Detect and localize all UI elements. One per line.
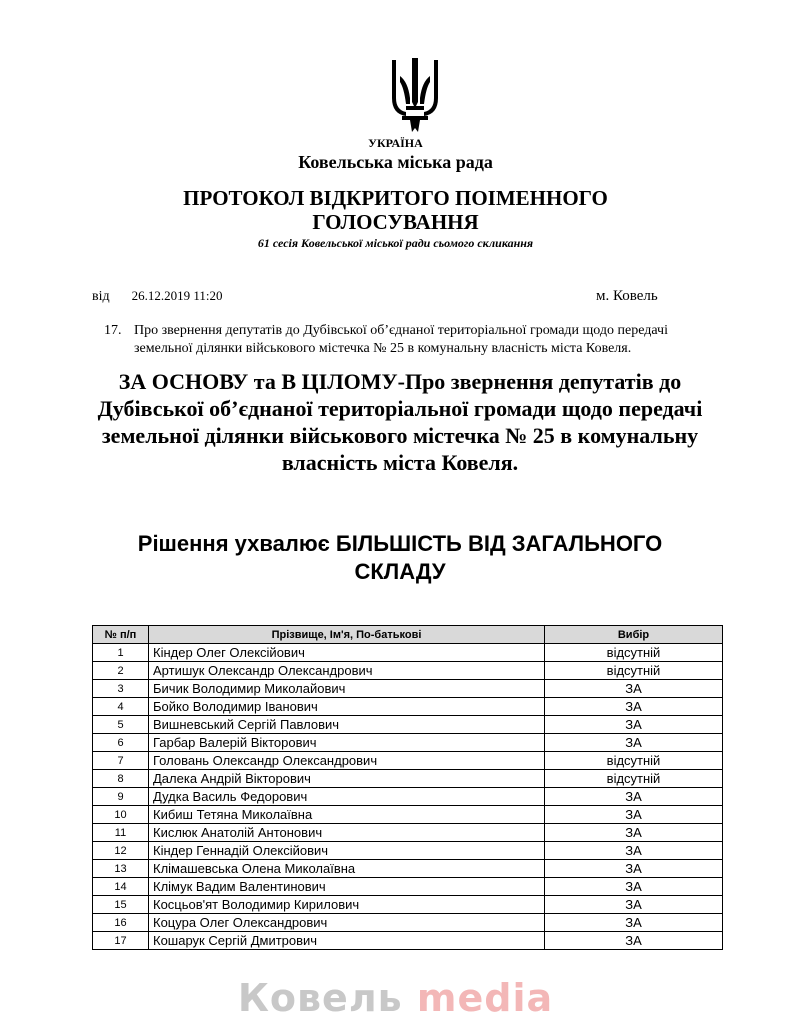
row-name: Клімашевська Олена Миколаївна bbox=[149, 860, 545, 878]
row-vote: ЗА bbox=[545, 932, 723, 950]
row-name: Косцьов'ят Володимир Кирилович bbox=[149, 896, 545, 914]
row-number: 3 bbox=[93, 680, 149, 698]
row-number: 10 bbox=[93, 806, 149, 824]
row-vote: відсутній bbox=[545, 752, 723, 770]
table-row bbox=[93, 878, 723, 896]
table-row bbox=[93, 680, 723, 698]
row-vote: ЗА bbox=[545, 824, 723, 842]
session-info: 61 сесія Ковельської міської ради сьомого скликання bbox=[257, 236, 534, 250]
row-name: Вишневський Сергій Павлович bbox=[149, 716, 545, 734]
row-number: 14 bbox=[93, 878, 149, 896]
date-label: від bbox=[92, 289, 110, 304]
row-vote: ЗА bbox=[545, 914, 723, 932]
row-vote: ЗА bbox=[545, 878, 723, 896]
trident-emblem-icon bbox=[388, 58, 442, 132]
table-row bbox=[93, 914, 723, 932]
row-number: 17 bbox=[93, 932, 149, 950]
agenda-item-number: 17. bbox=[104, 323, 122, 338]
protocol-title bbox=[120, 186, 671, 234]
row-vote: відсутній bbox=[545, 662, 723, 680]
watermark-part1: Ковель bbox=[237, 976, 417, 1020]
row-vote: ЗА bbox=[545, 896, 723, 914]
table-row bbox=[93, 662, 723, 680]
city-name: м. Ковель bbox=[596, 288, 658, 304]
agenda-item bbox=[104, 322, 704, 358]
date-value: 26.12.2019 11:20 bbox=[131, 288, 223, 303]
row-number: 15 bbox=[93, 896, 149, 914]
result-line1: Рішення ухвалює БІЛЬШІСТЬ ВІД ЗАГАЛЬНОГО bbox=[137, 531, 663, 556]
table-row bbox=[93, 932, 723, 950]
row-name: Кибиш Тетяна Миколаївна bbox=[149, 806, 545, 824]
table-row bbox=[93, 644, 723, 662]
table-row bbox=[93, 752, 723, 770]
row-vote: ЗА bbox=[545, 716, 723, 734]
decision-title: ЗА ОСНОВУ та В ЦІЛОМУ-Про звернення депутатів до Дубівської об’єднаної територіальної громади щодо передачі земельної ділянки військового містечка № 25 в комунальну власність міста Ковеля. bbox=[97, 369, 703, 475]
header-number: № п/п bbox=[93, 626, 149, 644]
council-name: Ковельська міська рада bbox=[298, 152, 493, 172]
row-vote: відсутній bbox=[545, 770, 723, 788]
row-number: 1 bbox=[93, 644, 149, 662]
row-vote: ЗА bbox=[545, 842, 723, 860]
row-name: Коцура Олег Олександрович bbox=[149, 914, 545, 932]
table-row bbox=[93, 716, 723, 734]
protocol-title-line1: ПРОТОКОЛ ВІДКРИТОГО ПОІМЕННОГО bbox=[183, 186, 608, 210]
row-number: 2 bbox=[93, 662, 149, 680]
row-number: 4 bbox=[93, 698, 149, 716]
agenda-item-text: Про звернення депутатів до Дубівської об’єднаної територіальної громади щодо передачі земельної ділянки військового містечка № 25 в комунальну власність міста Ковеля. bbox=[134, 323, 668, 356]
table-row bbox=[93, 896, 723, 914]
row-name: Артишук Олександр Олександрович bbox=[149, 662, 545, 680]
row-name: Бичик Володимир Миколайович bbox=[149, 680, 545, 698]
table-row bbox=[93, 734, 723, 752]
date-row bbox=[92, 288, 223, 305]
row-number: 12 bbox=[93, 842, 149, 860]
header-name: Прізвище, Ім'я, По-батькові bbox=[149, 626, 545, 644]
result-statement bbox=[120, 530, 680, 586]
protocol-title-line2: ГОЛОСУВАННЯ bbox=[312, 210, 479, 234]
row-name: Бойко Володимир Іванович bbox=[149, 698, 545, 716]
row-name: Кислюк Анатолій Антонович bbox=[149, 824, 545, 842]
row-vote: ЗА bbox=[545, 788, 723, 806]
row-vote: ЗА bbox=[545, 698, 723, 716]
row-number: 7 bbox=[93, 752, 149, 770]
row-vote: ЗА bbox=[545, 806, 723, 824]
table-row bbox=[93, 770, 723, 788]
header-vote: Вибір bbox=[545, 626, 723, 644]
row-name: Далека Андрій Вікторович bbox=[149, 770, 545, 788]
watermark-part2: media bbox=[416, 976, 554, 1020]
row-number: 13 bbox=[93, 860, 149, 878]
row-name: Дудка Василь Федорович bbox=[149, 788, 545, 806]
table-row bbox=[93, 788, 723, 806]
row-vote: ЗА bbox=[545, 680, 723, 698]
row-name: Кошарук Сергій Дмитрович bbox=[149, 932, 545, 950]
row-vote: ЗА bbox=[545, 860, 723, 878]
country-name: УКРАЇНА bbox=[368, 136, 423, 150]
table-row bbox=[93, 860, 723, 878]
table-row bbox=[93, 806, 723, 824]
table-header-row bbox=[93, 626, 723, 644]
row-name: Кіндер Олег Олексійович bbox=[149, 644, 545, 662]
row-name: Головань Олександр Олександрович bbox=[149, 752, 545, 770]
table-row bbox=[93, 842, 723, 860]
row-vote: ЗА bbox=[545, 734, 723, 752]
row-number: 5 bbox=[93, 716, 149, 734]
row-number: 6 bbox=[93, 734, 149, 752]
row-name: Кіндер Геннадій Олексійович bbox=[149, 842, 545, 860]
row-vote: відсутній bbox=[545, 644, 723, 662]
table-row bbox=[93, 824, 723, 842]
row-number: 11 bbox=[93, 824, 149, 842]
row-number: 16 bbox=[93, 914, 149, 932]
result-line2: СКЛАДУ bbox=[354, 559, 446, 584]
row-name: Клімук Вадим Валентинович bbox=[149, 878, 545, 896]
votes-table bbox=[92, 625, 723, 950]
table-row bbox=[93, 698, 723, 716]
row-number: 8 bbox=[93, 770, 149, 788]
row-number: 9 bbox=[93, 788, 149, 806]
watermark-logo bbox=[0, 976, 791, 1020]
row-name: Гарбар Валерій Вікторович bbox=[149, 734, 545, 752]
